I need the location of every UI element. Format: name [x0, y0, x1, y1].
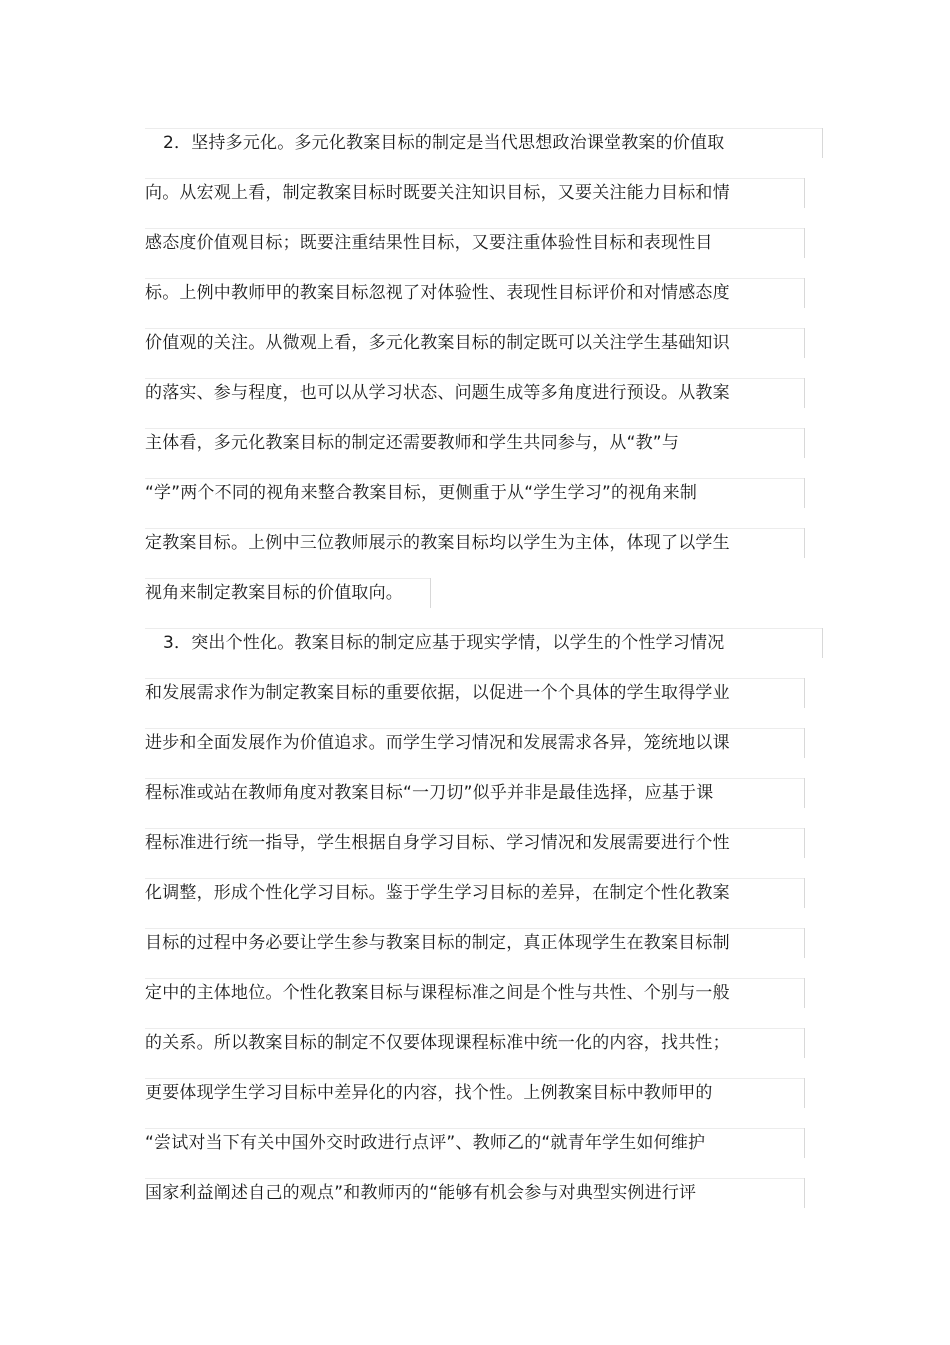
text-line: 和发展需求作为制定教案目标的重要依据，以促进一个个具体的学生取得学业	[145, 678, 805, 708]
text-line: 向。从宏观上看，制定教案目标时既要关注知识目标，又要关注能力目标和情	[145, 178, 805, 208]
text-line: 定中的主体地位。个性化教案目标与课程标准之间是个性与共性、个别与一般	[145, 978, 805, 1008]
text-line: “尝试对当下有关中国外交时政进行点评”、教师乙的“就青年学生如何维护	[145, 1128, 805, 1158]
text-line: 目标的过程中务必要让学生参与教案目标的制定，真正体现学生在教案目标制	[145, 928, 805, 958]
text-line: 3．突出个性化。教案目标的制定应基于现实学情，以学生的个性学习情况	[145, 628, 823, 658]
text-line: 进步和全面发展作为价值追求。而学生学习情况和发展需求各异，笼统地以课	[145, 728, 805, 758]
text-line: 视角来制定教案目标的价值取向。	[145, 578, 431, 608]
text-line: 国家利益阐述自己的观点”和教师丙的“能够有机会参与对典型实例进行评	[145, 1178, 805, 1208]
text-line: 程标准或站在教师角度对教案目标“一刀切”似乎并非是最佳选择，应基于课	[145, 778, 805, 808]
text-line: 标。上例中教师甲的教案目标忽视了对体验性、表现性目标评价和对情感态度	[145, 278, 805, 308]
text-line: 价值观的关注。从微观上看，多元化教案目标的制定既可以关注学生基础知识	[145, 328, 805, 358]
text-line: 程标准进行统一指导，学生根据自身学习目标、学习情况和发展需要进行个性	[145, 828, 805, 858]
text-line: 化调整，形成个性化学习目标。鉴于学生学习目标的差异，在制定个性化教案	[145, 878, 805, 908]
text-line: “学”两个不同的视角来整合教案目标，更侧重于从“学生学习”的视角来制	[145, 478, 805, 508]
text-line: 的关系。所以教案目标的制定不仅要体现课程标准中统一化的内容，找共性；	[145, 1028, 805, 1058]
text-line: 的落实、参与程度，也可以从学习状态、问题生成等多角度进行预设。从教案	[145, 378, 805, 408]
text-line: 主体看，多元化教案目标的制定还需要教师和学生共同参与，从“教”与	[145, 428, 805, 458]
text-line: 2．坚持多元化。多元化教案目标的制定是当代思想政治课堂教案的价值取	[145, 128, 823, 158]
text-line: 感态度价值观目标；既要注重结果性目标，又要注重体验性目标和表现性目	[145, 228, 805, 258]
text-line: 更要体现学生学习目标中差异化的内容，找个性。上例教案目标中教师甲的	[145, 1078, 805, 1108]
text-line: 定教案目标。上例中三位教师展示的教案目标均以学生为主体，体现了以学生	[145, 528, 805, 558]
